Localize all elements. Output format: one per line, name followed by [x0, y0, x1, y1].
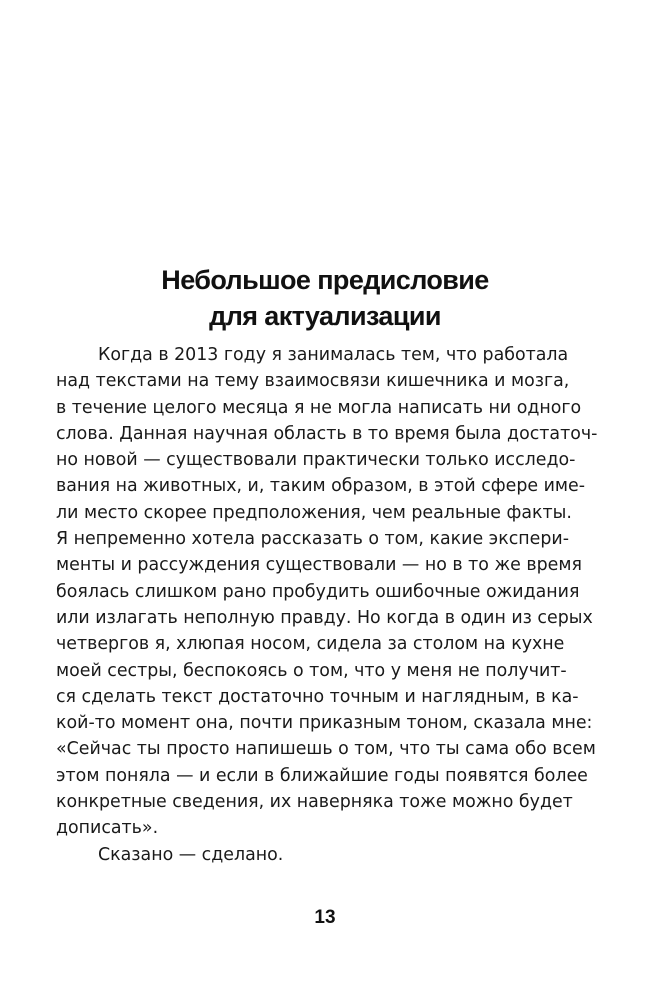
text-line: конкретные сведения, их наверняка тоже можно будет [56, 792, 573, 813]
text-line: Сказано — сделано. [98, 844, 284, 865]
text-line: вания на животных, и, таким образом, в этой сфере име- [56, 476, 585, 497]
body-text [56, 342, 598, 868]
text-line: над текстами на тему взаимосвязи кишечника и мозга, [56, 371, 570, 392]
text-line: Когда в 2013 году я занималась тем, что работала [98, 345, 569, 365]
text-line: моей сестры, беспокоясь о том, что у меня не получит- [56, 660, 567, 681]
text-line: или излагать неполную правду. Но когда в один из серых [56, 607, 593, 628]
chapter-title [0, 262, 650, 334]
text-line: Я непременно хотела рассказать о том, какие экспери- [56, 529, 569, 550]
text-line: этом поняла — и если в ближайшие годы появятся более [56, 765, 588, 786]
text-line: кой-то момент она, почти приказным тоном, сказала мне: [56, 713, 593, 734]
text-line: слова. Данная научная область в то время была достаточ- [56, 423, 598, 444]
text-line: ся сделать текст достаточно точным и наглядным, в ка- [56, 686, 579, 707]
text-line: ли место скорее предположения, чем реальные факты. [56, 502, 572, 523]
paragraph-2 [98, 842, 542, 868]
paragraph-1 [56, 342, 598, 842]
text-line: боялась слишком рано пробудить ошибочные ожидания [56, 581, 580, 602]
text-line: менты и рассуждения существовали — но в то же время [56, 555, 582, 576]
chapter-title-line-1: Небольшое предисловие [161, 265, 489, 295]
text-line: «Сейчас ты просто напишешь о том, что ты сама обо всем [56, 739, 596, 760]
page-number: 13 [314, 907, 336, 928]
text-line: но новой — существовали практически только исследо- [56, 450, 576, 471]
text-line: дописать». [56, 818, 159, 839]
chapter-title-line-2: для актуализации [209, 301, 441, 331]
text-line: четвергов я, хлюпая носом, сидела за столом на кухне [56, 634, 565, 655]
text-line: в течение целого месяца я не могла написать ни одного [56, 397, 582, 418]
